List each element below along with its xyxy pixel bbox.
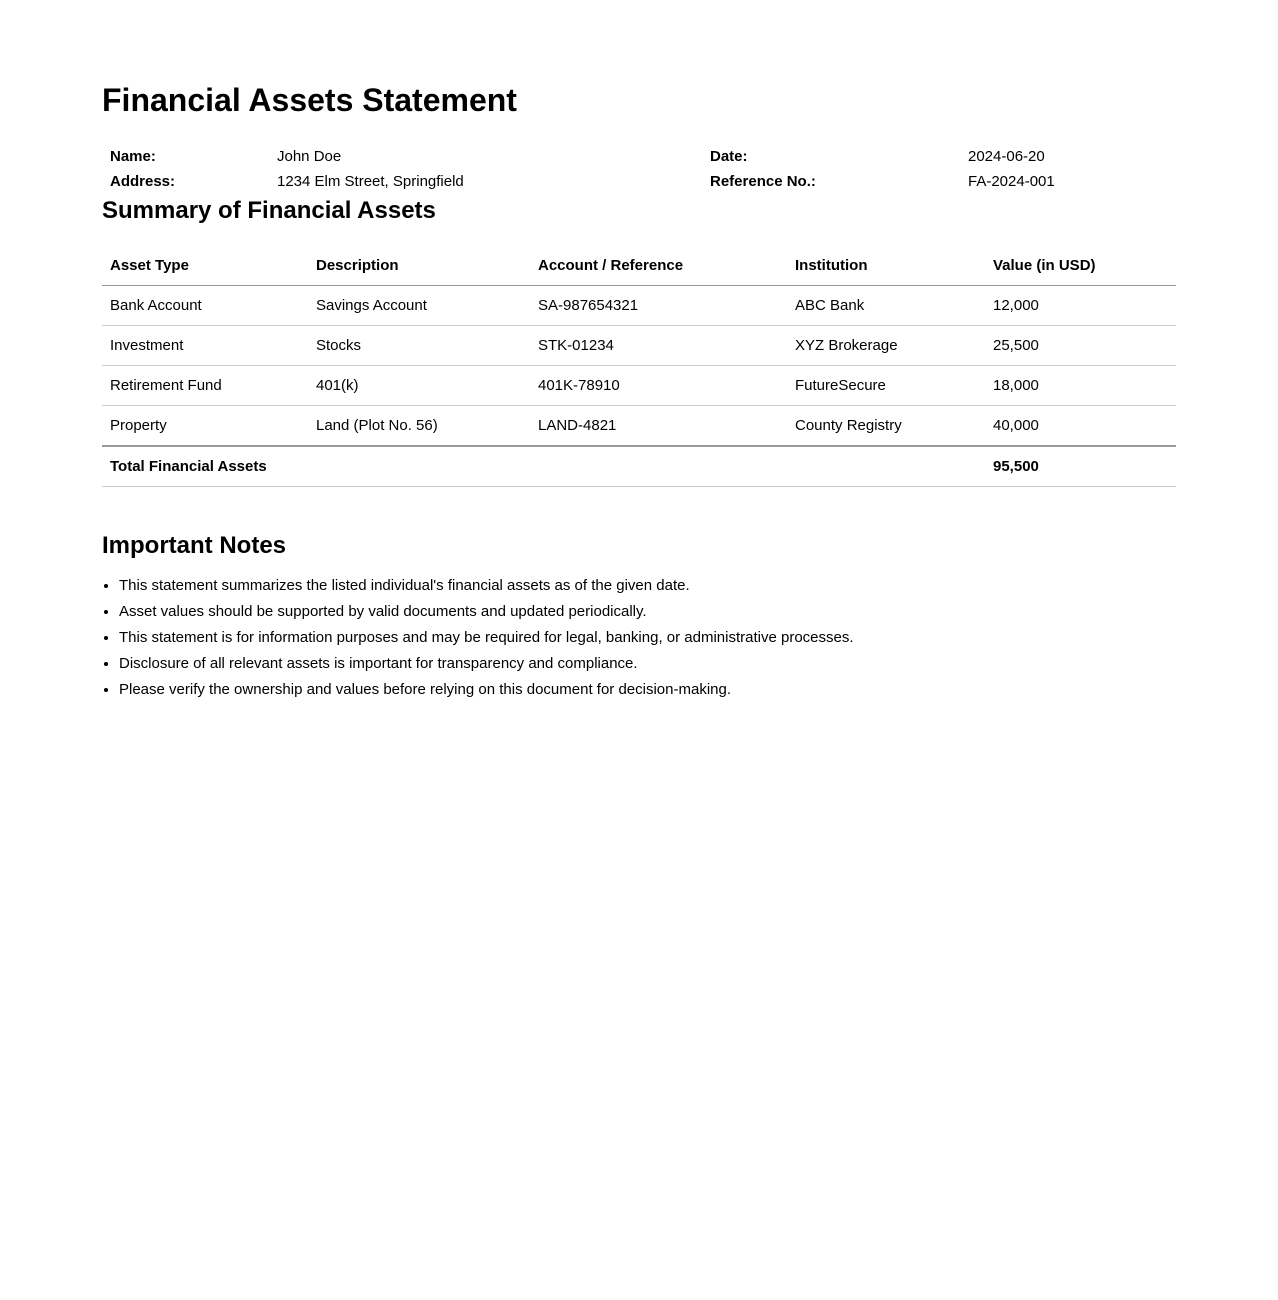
cell-asset-type: Investment xyxy=(102,326,308,366)
note-item: • Asset values should be supported by valid documents and updated periodically. xyxy=(119,604,1176,620)
cell-value: 18,000 xyxy=(985,366,1176,406)
cell-description: Land (Plot No. 56) xyxy=(308,406,530,447)
table-row xyxy=(102,326,1176,366)
cell-institution: County Registry xyxy=(787,406,985,447)
cell-asset-type: Bank Account xyxy=(102,286,308,326)
table-header-row xyxy=(102,246,1176,286)
total-label: Total Financial Assets xyxy=(102,446,985,487)
date-label: Date: xyxy=(710,148,748,165)
address-label: Address: xyxy=(110,173,176,190)
header-value-usd: Value (in USD) xyxy=(985,246,1176,286)
cell-institution: FutureSecure xyxy=(787,366,985,406)
cell-account-reference: LAND-4821 xyxy=(530,406,787,447)
reference-label: Reference No.: xyxy=(710,173,816,190)
table-total-row xyxy=(102,446,1176,487)
notes-heading: Important Notes xyxy=(102,532,287,560)
header-account-reference: Account / Reference xyxy=(530,246,787,286)
table-row xyxy=(102,366,1176,406)
cell-institution: XYZ Brokerage xyxy=(787,326,985,366)
name-value: John Doe xyxy=(277,148,342,165)
total-value: 95,500 xyxy=(985,446,1176,487)
cell-value: 25,500 xyxy=(985,326,1176,366)
note-item: • This statement is for information purposes and may be required for legal, banking, or administrative processes. xyxy=(119,630,1176,646)
assets-table xyxy=(102,246,1176,487)
cell-institution: ABC Bank xyxy=(787,286,985,326)
cell-value: 12,000 xyxy=(985,286,1176,326)
cell-description: 401(k) xyxy=(308,366,530,406)
page-title: Financial Assets Statement xyxy=(102,82,517,118)
name-label: Name: xyxy=(110,148,156,165)
note-item: • Disclosure of all relevant assets is important for transparency and compliance. xyxy=(119,656,1176,672)
cell-value: 40,000 xyxy=(985,406,1176,447)
cell-account-reference: SA-987654321 xyxy=(530,286,787,326)
cell-asset-type: Property xyxy=(102,406,308,447)
table-row xyxy=(102,286,1176,326)
info-section xyxy=(102,144,1176,194)
summary-heading: Summary of Financial Assets xyxy=(102,197,436,224)
cell-description: Stocks xyxy=(308,326,530,366)
cell-account-reference: 401K-78910 xyxy=(530,366,787,406)
header-institution: Institution xyxy=(787,246,985,286)
cell-account-reference: STK-01234 xyxy=(530,326,787,366)
cell-asset-type: Retirement Fund xyxy=(102,366,308,406)
header-description: Description xyxy=(308,246,530,286)
reference-value: FA-2024-001 xyxy=(968,173,1055,190)
notes-list xyxy=(102,578,1176,698)
address-value: 1234 Elm Street, Springfield xyxy=(277,173,464,190)
table-row xyxy=(102,406,1176,447)
note-item: • Please verify the ownership and values before relying on this document for decision-making. xyxy=(119,682,1176,698)
note-item: • This statement summarizes the listed individual's financial assets as of the given date. xyxy=(119,578,1176,594)
date-value: 2024-06-20 xyxy=(968,148,1045,165)
header-asset-type: Asset Type xyxy=(102,246,308,286)
cell-description: Savings Account xyxy=(308,286,530,326)
